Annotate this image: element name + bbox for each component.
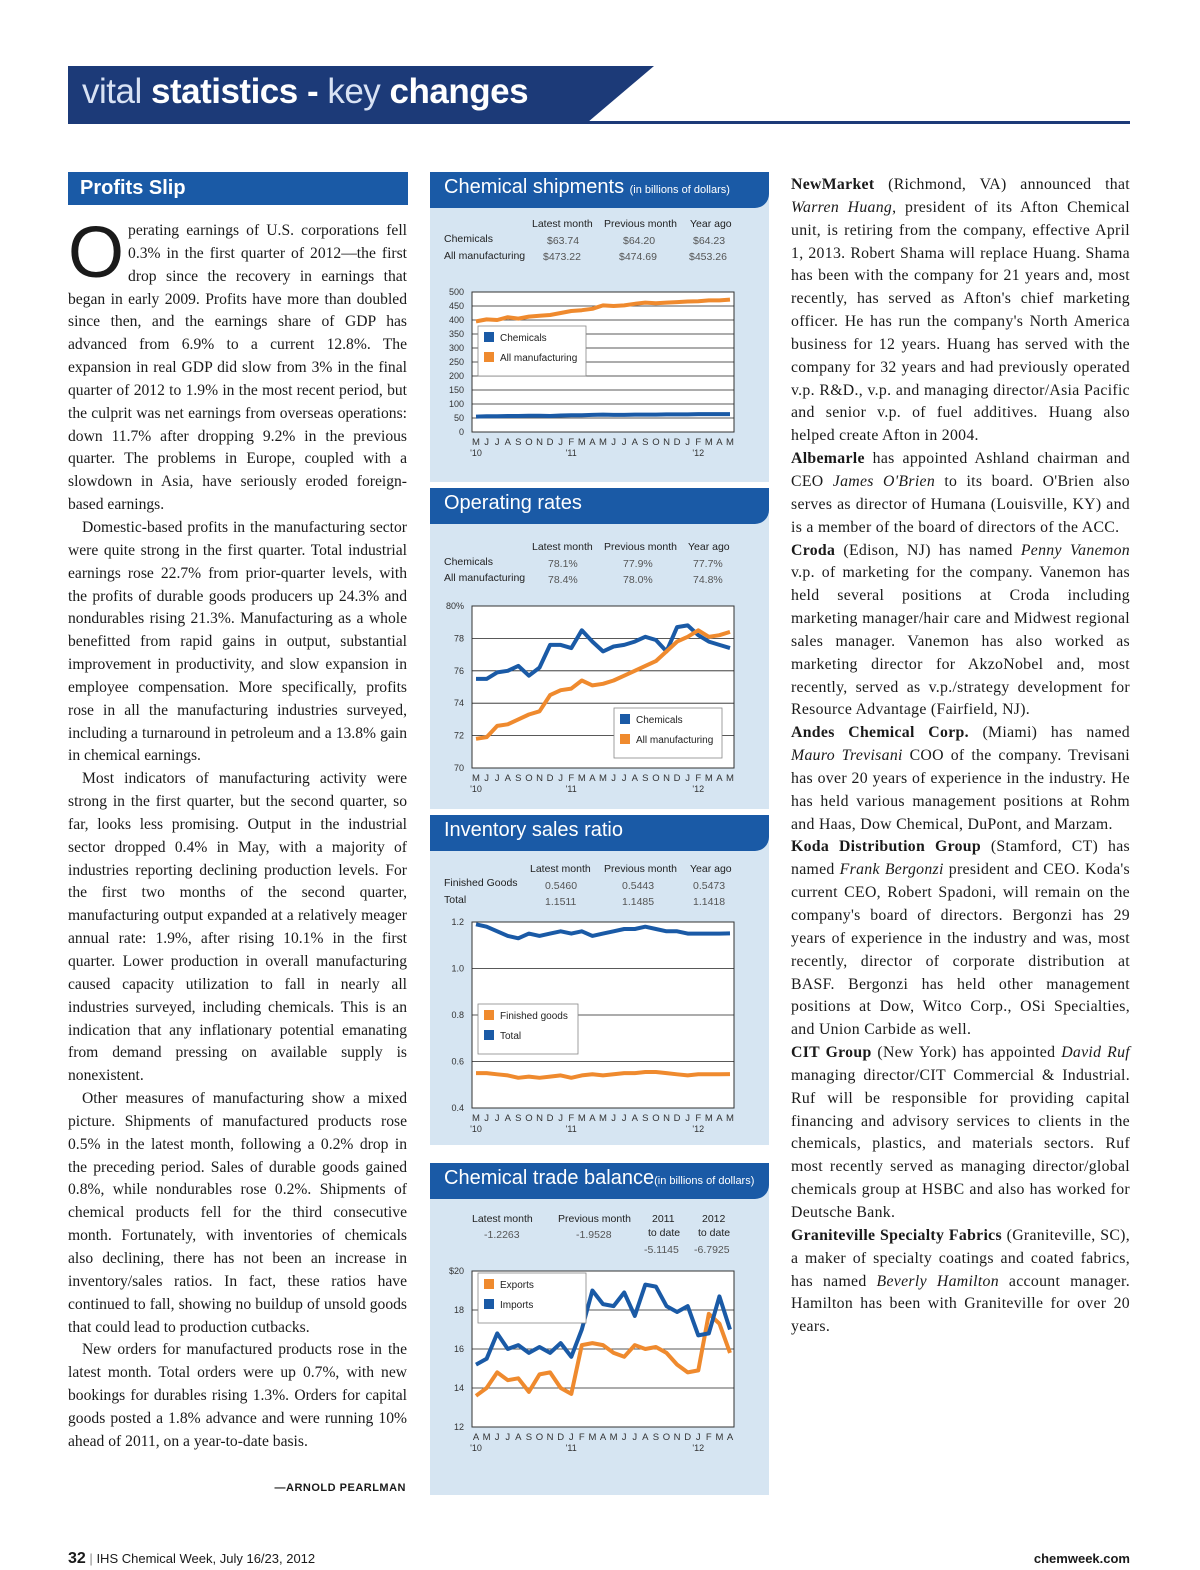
x-tick-label: O bbox=[652, 437, 660, 448]
legend-swatch bbox=[484, 1010, 494, 1020]
y-tick-label: $20 bbox=[448, 1266, 464, 1276]
x-tick-label: N bbox=[673, 1432, 681, 1443]
x-tick-label: A bbox=[504, 437, 511, 448]
x-tick-label: A bbox=[504, 1113, 511, 1124]
x-tick-label: J bbox=[494, 1432, 500, 1443]
x-tick-label: D bbox=[673, 437, 681, 448]
people-item: Graniteville Specialty Fabrics (Graniteville, SC), a maker of specialty coatings and coated fabrics, has named Beverly Hamilton account manager. Hamilton has been with Graniteville for over 20 years. bbox=[791, 1226, 1130, 1336]
article-paragraph: Other measures of manufacturing show a mixed picture. Shipments of manufactured products rose 0.5% in the latest month, following a 0.2% drop in the preceding period. Sales of durable goods gained 0.8%, while nondurables rose 0.2%. Shipments of chemical products fell for the third consecutive month. Fortunately, with inventories of chemicals also declining, there has not been an increase in inventory/sales ratios. In fact, these ratios have continued to fall, showing no buildup of unsold goods that could lead to production cutbacks. bbox=[68, 1090, 407, 1336]
y-tick-label: 200 bbox=[448, 371, 464, 381]
x-tick-label: A bbox=[642, 1432, 649, 1443]
y-tick-label: 150 bbox=[448, 385, 464, 395]
x-tick-label: J bbox=[611, 437, 616, 448]
x-tick-label: F bbox=[705, 1432, 712, 1443]
x-tick-label: J bbox=[621, 437, 627, 448]
x-year-label: '10 bbox=[470, 784, 482, 794]
x-tick-label: O bbox=[662, 1432, 671, 1443]
inventory-panel: Inventory sales ratio Latest month Previous month Year ago Finished Goods Total 0.5460 0.5443 0.5473 1.1511 1.1485 1.1418 1.2 1.0 0.8 0.6 0.4 M J J A S O N D J F M A M J J A S O N D J F M A M '10 '11 '12 Finished goods Total bbox=[430, 815, 769, 1145]
article-body bbox=[68, 213, 407, 1454]
x-tick-label: F bbox=[695, 1113, 702, 1124]
x-tick-label: J bbox=[484, 437, 489, 448]
section-banner bbox=[68, 66, 1130, 126]
legend-swatch bbox=[484, 332, 494, 342]
x-tick-label: F bbox=[568, 773, 575, 784]
legend-label: Total bbox=[500, 1031, 522, 1042]
x-tick-label: J bbox=[621, 1113, 627, 1124]
x-tick-label: M bbox=[704, 773, 713, 784]
x-tick-label: J bbox=[558, 437, 564, 448]
y-tick-label: 74 bbox=[453, 698, 464, 709]
y-tick-label: 16 bbox=[453, 1344, 464, 1354]
x-tick-label: S bbox=[642, 1113, 649, 1124]
x-tick-label: M bbox=[577, 437, 586, 448]
x-tick-label: S bbox=[515, 773, 522, 784]
x-tick-label: F bbox=[695, 773, 702, 784]
x-tick-label: D bbox=[546, 437, 554, 448]
x-tick-label: J bbox=[505, 1432, 511, 1443]
y-tick-label: 0.6 bbox=[451, 1056, 464, 1067]
x-tick-label: J bbox=[685, 1113, 691, 1124]
x-tick-label: N bbox=[663, 437, 670, 448]
y-tick-label: 18 bbox=[453, 1305, 464, 1315]
legend-label: All manufacturing bbox=[500, 353, 578, 364]
x-tick-label: D bbox=[557, 1432, 565, 1443]
x-tick-label: M bbox=[704, 437, 713, 448]
y-tick-label: 0.8 bbox=[451, 1010, 464, 1020]
x-tick-label: D bbox=[546, 1113, 554, 1124]
x-tick-label: O bbox=[535, 1432, 544, 1443]
x-year-label: '12 bbox=[692, 1443, 705, 1453]
x-year-label: '12 bbox=[692, 448, 705, 458]
x-tick-label: J bbox=[484, 1113, 489, 1124]
x-tick-label: J bbox=[611, 773, 616, 784]
article-paragraph: Most indicators of manufacturing activity were strong in the first quarter, but the second quarter, so far, looks less promising. Output in the industrial sector dropped 0.4% in May, with a majority of industries reporting declining production levels. For the first two months of the second quarter, manufacturing output expanded at a relatively meager annual rate: 1.9%, after rising 10.1% in the first quarter. Lower production in overall manufacturing caused capacity utilization to fall in nearly all industries surveyed, including chemicals. This is an indication that any inflationary potential emanating from demand pressing on available supply is nonexistent. bbox=[68, 770, 407, 1085]
y-tick-label: 0.4 bbox=[451, 1103, 464, 1113]
y-tick-label: 14 bbox=[453, 1383, 464, 1393]
x-tick-label: O bbox=[525, 1113, 533, 1124]
x-tick-label: J bbox=[611, 1113, 616, 1124]
trade-chart bbox=[430, 1263, 769, 1485]
shipments-chart bbox=[430, 282, 769, 472]
x-tick-label: J bbox=[558, 773, 564, 784]
x-tick-label: N bbox=[536, 1113, 543, 1124]
legend-swatch bbox=[484, 352, 494, 362]
x-tick-label: J bbox=[632, 1432, 638, 1443]
x-tick-label: M bbox=[472, 437, 480, 448]
x-tick-label: A bbox=[631, 773, 638, 784]
inventory-chart bbox=[430, 910, 769, 1142]
x-tick-label: J bbox=[685, 437, 691, 448]
x-tick-label: A bbox=[631, 437, 638, 448]
legend-swatch bbox=[620, 734, 630, 744]
article-paragraph: Operating earnings of U.S. corporations fell 0.3% in the first quarter of 2012—the first drop since the recovery in earnings that began in early 2009. Profits have more than doubled since then, and the earnings share of GDP has advanced from 6.9% to a current 12.8%. The expansion in real GDP did slow from 3% in the final quarter of 2012 to 1.9% in the most recent period, but the culprit was net earnings from overseas operations: down 11.7% after dropping 9.2% in the previous quarter. The problems in Europe, coupled with a slowdown in Asia, have seriously eroded foreign-based earnings. bbox=[68, 213, 407, 514]
x-tick-label: D bbox=[684, 1432, 692, 1443]
x-tick-label: J bbox=[494, 1113, 500, 1124]
shipments-panel: Chemical shipments (in billions of dollars) Latest month Previous month Year ago Chemicals All manufacturing $63.74 $64.20 $64.23 $473.22 $474.69 $453.26 500 450 400 350 300 250 200 150 100 50 0 M J J A S O N D J F M A M J J A S O N D J F M A M '10 '11 '12 Chemicals All manufacturing bbox=[430, 172, 769, 482]
x-tick-label: N bbox=[663, 773, 670, 784]
people-column bbox=[791, 174, 1130, 1339]
x-tick-label: D bbox=[673, 1113, 681, 1124]
x-tick-label: N bbox=[546, 1432, 554, 1443]
drop-cap: O bbox=[68, 213, 125, 293]
x-tick-label: M bbox=[726, 1113, 734, 1124]
x-tick-label: S bbox=[525, 1432, 533, 1443]
trade-title: Chemical trade balance(in billions of dollars) bbox=[430, 1163, 769, 1199]
x-tick-label: M bbox=[726, 773, 734, 784]
x-tick-label: N bbox=[663, 1113, 670, 1124]
x-tick-label: S bbox=[642, 437, 649, 448]
trade-panel: Chemical trade balance(in billions of dollars) Latest month Previous month 2011 to date 2012 to date -1.2263 -1.9528 -5.1145 -6.7925 $20 18 16 14 12 A M J J A S O N D J F M A M J J A S O N D J F M A '10 '11 '12 Exports Imports bbox=[430, 1163, 769, 1495]
x-tick-label: F bbox=[568, 437, 575, 448]
x-tick-label: A bbox=[631, 1113, 638, 1124]
legend-label: Chemicals bbox=[636, 715, 683, 726]
legend-label: All manufacturing bbox=[636, 735, 714, 746]
y-tick-label: 76 bbox=[453, 665, 464, 676]
footer-site: chemweek.com bbox=[1033, 1551, 1130, 1566]
x-year-label: '10 bbox=[470, 448, 482, 458]
x-tick-label: A bbox=[716, 437, 723, 448]
legend-swatch bbox=[484, 1279, 494, 1289]
section-title: vital statistics - key changes bbox=[82, 72, 529, 111]
y-tick-label: 72 bbox=[453, 730, 464, 741]
x-tick-label: M bbox=[609, 1432, 618, 1443]
x-tick-label: A bbox=[716, 773, 723, 784]
x-tick-label: M bbox=[599, 437, 607, 448]
x-tick-label: O bbox=[652, 1113, 660, 1124]
x-tick-label: A bbox=[589, 773, 596, 784]
x-tick-label: O bbox=[525, 437, 533, 448]
x-tick-label: D bbox=[673, 773, 681, 784]
x-year-label: '11 bbox=[565, 1443, 577, 1453]
x-year-label: '12 bbox=[692, 1124, 705, 1134]
x-tick-label: N bbox=[536, 437, 543, 448]
footer-left: 32 | IHS Chemical Week, July 16/23, 2012 bbox=[68, 1550, 316, 1567]
x-tick-label: J bbox=[494, 773, 500, 784]
y-tick-label: 0 bbox=[458, 427, 464, 437]
x-tick-label: M bbox=[472, 1113, 480, 1124]
people-item: Koda Distribution Group (Stamford, CT) has named Frank Bergonzi president and CEO. Koda's current CEO, Robert Spadoni, will remain on the company's board of directors. Bergonzi has 29 years of experience in the industry and was, most recently, director of corporate distribution at BASF. Bergonzi has held other management positions at Dow, Witco Corp., OSi Specialties, and Union Carbide as well. bbox=[791, 838, 1131, 1039]
y-tick-label: 250 bbox=[448, 357, 464, 367]
x-tick-label: A bbox=[515, 1432, 522, 1443]
x-tick-label: M bbox=[577, 773, 586, 784]
y-tick-label: 50 bbox=[453, 413, 464, 423]
y-tick-label: 500 bbox=[448, 287, 464, 297]
operating-panel: Operating rates Latest month Previous month Year ago Chemicals All manufacturing 78.1% 77.9% 77.7% 78.4% 78.0% 74.8% 80% 78 76 74 72 70 M J J A S O N D J F M A M J J A S O N D J F M A M '10 '11 '12 Chemicals All manufacturing bbox=[430, 488, 769, 809]
y-tick-label: 12 bbox=[453, 1422, 464, 1432]
x-tick-label: S bbox=[652, 1432, 660, 1443]
x-tick-label: M bbox=[482, 1432, 491, 1443]
operating-chart bbox=[430, 596, 769, 801]
x-tick-label: J bbox=[558, 1113, 564, 1124]
article-heading: Profits Slip bbox=[68, 172, 408, 205]
x-tick-label: O bbox=[525, 773, 533, 784]
x-tick-label: A bbox=[599, 1432, 607, 1443]
x-tick-label: M bbox=[599, 773, 607, 784]
x-tick-label: N bbox=[536, 773, 543, 784]
x-tick-label: M bbox=[715, 1432, 724, 1443]
legend-swatch bbox=[484, 1030, 494, 1040]
y-tick-label: 450 bbox=[448, 301, 464, 311]
series-line-chemicals bbox=[476, 414, 730, 417]
people-item: CIT Group (New York) has appointed David Ruf managing director/CIT Commercial & Industrial. Ruf will be responsible for providing capital financing and advisory services to clients in the chemicals, plastics, and materials sectors. Ruf most recently served as managing director/global chemicals group at HSBC and also has worked for Deutsche Bank. bbox=[791, 1044, 1130, 1221]
x-tick-label: F bbox=[578, 1432, 585, 1443]
x-tick-label: O bbox=[652, 773, 660, 784]
x-tick-label: J bbox=[621, 1432, 627, 1443]
y-tick-label: 400 bbox=[448, 315, 464, 325]
x-tick-label: D bbox=[546, 773, 554, 784]
article-paragraph: New orders for manufactured products rose in the latest month. Total orders were up 0.7%, with new bookings for durables rising 1.3%. Orders for capital goods posted a 1.8% advance and were running 10% ahead of 2011, on a year-to-date basis. bbox=[68, 1341, 407, 1450]
x-year-label: '11 bbox=[565, 784, 577, 794]
article-paragraph: Domestic-based profits in the manufacturing sector were quite strong in the first quarter. Total industrial earnings rose 22.7% from prior-quarter levels, with the profits of durable goods producers up 24.3% and nondurables rising 21.3%. Manufacturing as a whole benefitted from rapid gains in output, substantial improvement in productivity, and slow expansion in employee compensation. More specifically, profits rose in all the manufacturing industries surveyed, including a turnaround in petroleum and a 13.8% gain in chemical earnings. bbox=[68, 518, 407, 765]
y-tick-label: 70 bbox=[453, 763, 464, 773]
x-tick-label: F bbox=[695, 437, 702, 448]
x-tick-label: M bbox=[577, 1113, 586, 1124]
x-tick-label: J bbox=[695, 1432, 701, 1443]
people-item: Albemarle has appointed Ashland chairman and CEO James O'Brien to its board. O'Brien also serves as director of Humana (Louisville, KY) and is a member of the board of directors of the ACC. bbox=[791, 450, 1130, 536]
y-tick-label: 350 bbox=[448, 329, 464, 339]
x-tick-label: M bbox=[726, 437, 734, 448]
byline: —ARNOLD PEARLMAN bbox=[274, 1482, 406, 1494]
y-tick-label: 300 bbox=[448, 343, 464, 353]
y-tick-label: 1.0 bbox=[451, 963, 464, 974]
inventory-title: Inventory sales ratio bbox=[430, 815, 769, 851]
x-tick-label: J bbox=[484, 773, 489, 784]
legend-label: Imports bbox=[500, 1300, 534, 1311]
x-tick-label: S bbox=[515, 437, 522, 448]
x-tick-label: M bbox=[704, 1113, 713, 1124]
x-tick-label: J bbox=[568, 1432, 574, 1443]
legend-swatch bbox=[484, 1299, 494, 1309]
x-tick-label: J bbox=[621, 773, 627, 784]
operating-title: Operating rates bbox=[430, 488, 769, 524]
x-tick-label: A bbox=[589, 1113, 596, 1124]
legend-label: Exports bbox=[500, 1280, 534, 1291]
x-tick-label: A bbox=[726, 1432, 734, 1443]
x-tick-label: A bbox=[472, 1432, 480, 1443]
x-year-label: '11 bbox=[565, 448, 577, 458]
legend-label: Finished goods bbox=[500, 1011, 568, 1022]
x-tick-label: A bbox=[716, 1113, 723, 1124]
people-item: Croda (Edison, NJ) has named Penny Vanemon v.p. of marketing for the company. Vanemon has held several positions at Croda including marketing manager/hair care and Midwest regional sales manager. Vanemon has also worked as marketing director for AkzoNobel and, most recently, served as v.p./strategy development for Resource Advantage (Fairfield, NJ). bbox=[791, 541, 1130, 719]
y-tick-label: 80% bbox=[445, 601, 464, 611]
x-tick-label: A bbox=[504, 773, 511, 784]
x-year-label: '10 bbox=[470, 1443, 482, 1453]
x-year-label: '11 bbox=[565, 1124, 577, 1134]
legend-swatch bbox=[620, 714, 630, 724]
x-tick-label: M bbox=[588, 1432, 597, 1443]
y-tick-label: 100 bbox=[448, 399, 464, 409]
x-tick-label: A bbox=[589, 437, 596, 448]
x-tick-label: M bbox=[472, 773, 480, 784]
y-tick-label: 1.2 bbox=[451, 917, 464, 927]
people-item: NewMarket (Richmond, VA) announced that Warren Huang, president of its Afton Chemical unit, is retiring from the company, effective April 1, 2013. Robert Shama will replace Huang. Shama has been with the company for 21 years and, most recently, has served as Afton's chief marketing officer. He has run the company's North America business for 12 years. Huang has served with the company for 32 years and had previously operated v.p. R&D., v.p. and managing director/Asia Pacific and senior v.p. of fuel additives. Huang also helped create Afton in 2004. bbox=[791, 176, 1130, 445]
x-tick-label: M bbox=[599, 1113, 607, 1124]
x-tick-label: S bbox=[642, 773, 649, 784]
people-item: Andes Chemical Corp. (Miami) has named Mauro Trevisani COO of the company. Trevisani has over 20 years of experience in the industry. He has held various management positions at Rohm and Haas, Dow Chemical, DuPont, and Marzam. bbox=[791, 724, 1130, 833]
x-tick-label: S bbox=[515, 1113, 522, 1124]
x-tick-label: J bbox=[685, 773, 691, 784]
x-year-label: '12 bbox=[692, 784, 705, 794]
x-tick-label: F bbox=[568, 1113, 575, 1124]
x-year-label: '10 bbox=[470, 1124, 482, 1134]
y-tick-label: 78 bbox=[453, 633, 464, 644]
x-tick-label: J bbox=[494, 437, 500, 448]
legend-label: Chemicals bbox=[500, 333, 547, 344]
shipments-title: Chemical shipments (in billions of dollars) bbox=[430, 172, 769, 208]
